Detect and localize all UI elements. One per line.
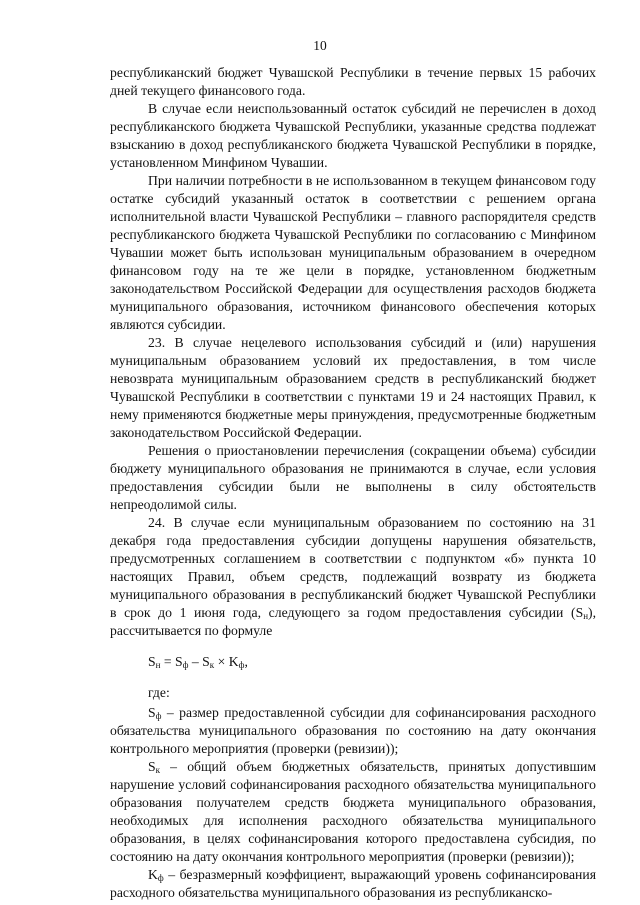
definition-kf-text: – безразмерный коэффициент, выражающий уровень софинансирования расходного обязательства муниципального образования из республиканско- [110,867,596,900]
definition-sf [110,704,596,758]
formula [148,653,596,671]
definition-kf-symbol: K [148,867,158,882]
formula-s: S [148,654,156,669]
definition-sf-text: – размер предоставленной субсидии для софинансирования расходного обязательства муниципального образования по состоянию на дату окончания контрольного мероприятия (проверки (ревизии)); [110,705,596,756]
paragraph-item-24 [110,514,596,640]
paragraph-continuation: республиканский бюджет Чувашской Республики в течение первых 15 рабочих дней текущего финансового года. [110,65,596,98]
paragraph-item-23: 23. В случае нецелевого использования субсидий и (или) нарушения муниципальным образованием условий их предоставления, в том числе невозврата муниципальным образованием средств в республиканский бюджет Чувашской Республики в соответствии с пунктами 19 и 24 настоящих Правил, к нему применяются бюджетные меры принуждения, предусмотренные бюджетным законодательством Российской Федерации. [110,335,596,440]
paragraph-unused-balance: В случае если неиспользованный остаток субсидий не перечислен в доход республиканского бюджета Чувашской Республики, указанные средства подлежат взысканию в доход республиканского бюджета Чувашской Республики в порядке, установленном Минфином Чувашии. [110,101,596,170]
where-label: где: [148,685,170,700]
definition-sk-symbol: S [148,759,156,774]
formula-kf-sub: ф [238,660,245,670]
formula-end: , [244,654,248,669]
definition-kf [110,866,596,902]
definition-sk [110,758,596,866]
definition-sf-sub: ф [155,711,162,721]
item-24-text: 24. В случае если муниципальным образованием по состоянию на 31 декабря года предоставления субсидии допущены нарушения обязательств, предусмотренных соглашением в соответствии с подпунктом «б» пункта 10 настоящих Правил, объем средств, подлежащий возврату из бюджета муниципального образования в республиканский бюджет Чувашской Республики в срок до 1 июня года, следующего за годом предоставления субсидии (S [110,515,596,620]
definition-sk-text: – общий объем бюджетных обязательств, принятых допустившим нарушение условий софинансирования расходного обязательства муниципального образования получателем средств бюджета муниципального образования, необходимых для исполнения расходного обязательства муниципального образования, в целях софинансирования которого предоставлена субсидия, по состоянию на дату окончания контрольного мероприятия (проверки (ревизии)); [110,759,596,864]
definition-kf-sub: ф [157,873,164,883]
formula-times: × K [214,654,239,669]
document-body [110,64,596,902]
formula-sk-sub: к [209,660,215,670]
paragraph-balance-use: При наличии потребности в не использованном в текущем финансовом году остатке субсидий указанный остаток в соответствии с решением органа исполнительной власти Чувашской Республики – главного распорядителя средств республиканского бюджета Чувашской Республики по согласованию с Минфином Чувашии может быть использован муниципальным образованием в очередном финансовом году на те же цели в порядке, установленном бюджетным законодательством Российской Федерации для осуществления расходов бюджета муниципального образования, источником финансового обеспечения которых являются субсидии. [110,173,596,332]
formula-eq: = S [160,654,183,669]
definition-sf-symbol: S [148,705,156,720]
item-24-text-after: ), рассчитывается по формуле [110,605,596,638]
page-number: 10 [313,38,327,53]
paragraph-suspension-decisions: Решения о приостановлении перечисления (сокращении объема) субсидии бюджету муниципального образования не принимаются в случае, если условия предоставления субсидии были не выполнены в силу обстоятельств непреодолимой силы. [110,443,596,512]
formula-s-sub: н [155,660,161,670]
item-24-subscript: н [583,611,589,621]
formula-sf-sub: ф [182,660,189,670]
formula-minus: – S [188,654,210,669]
definition-sk-sub: к [155,765,160,775]
